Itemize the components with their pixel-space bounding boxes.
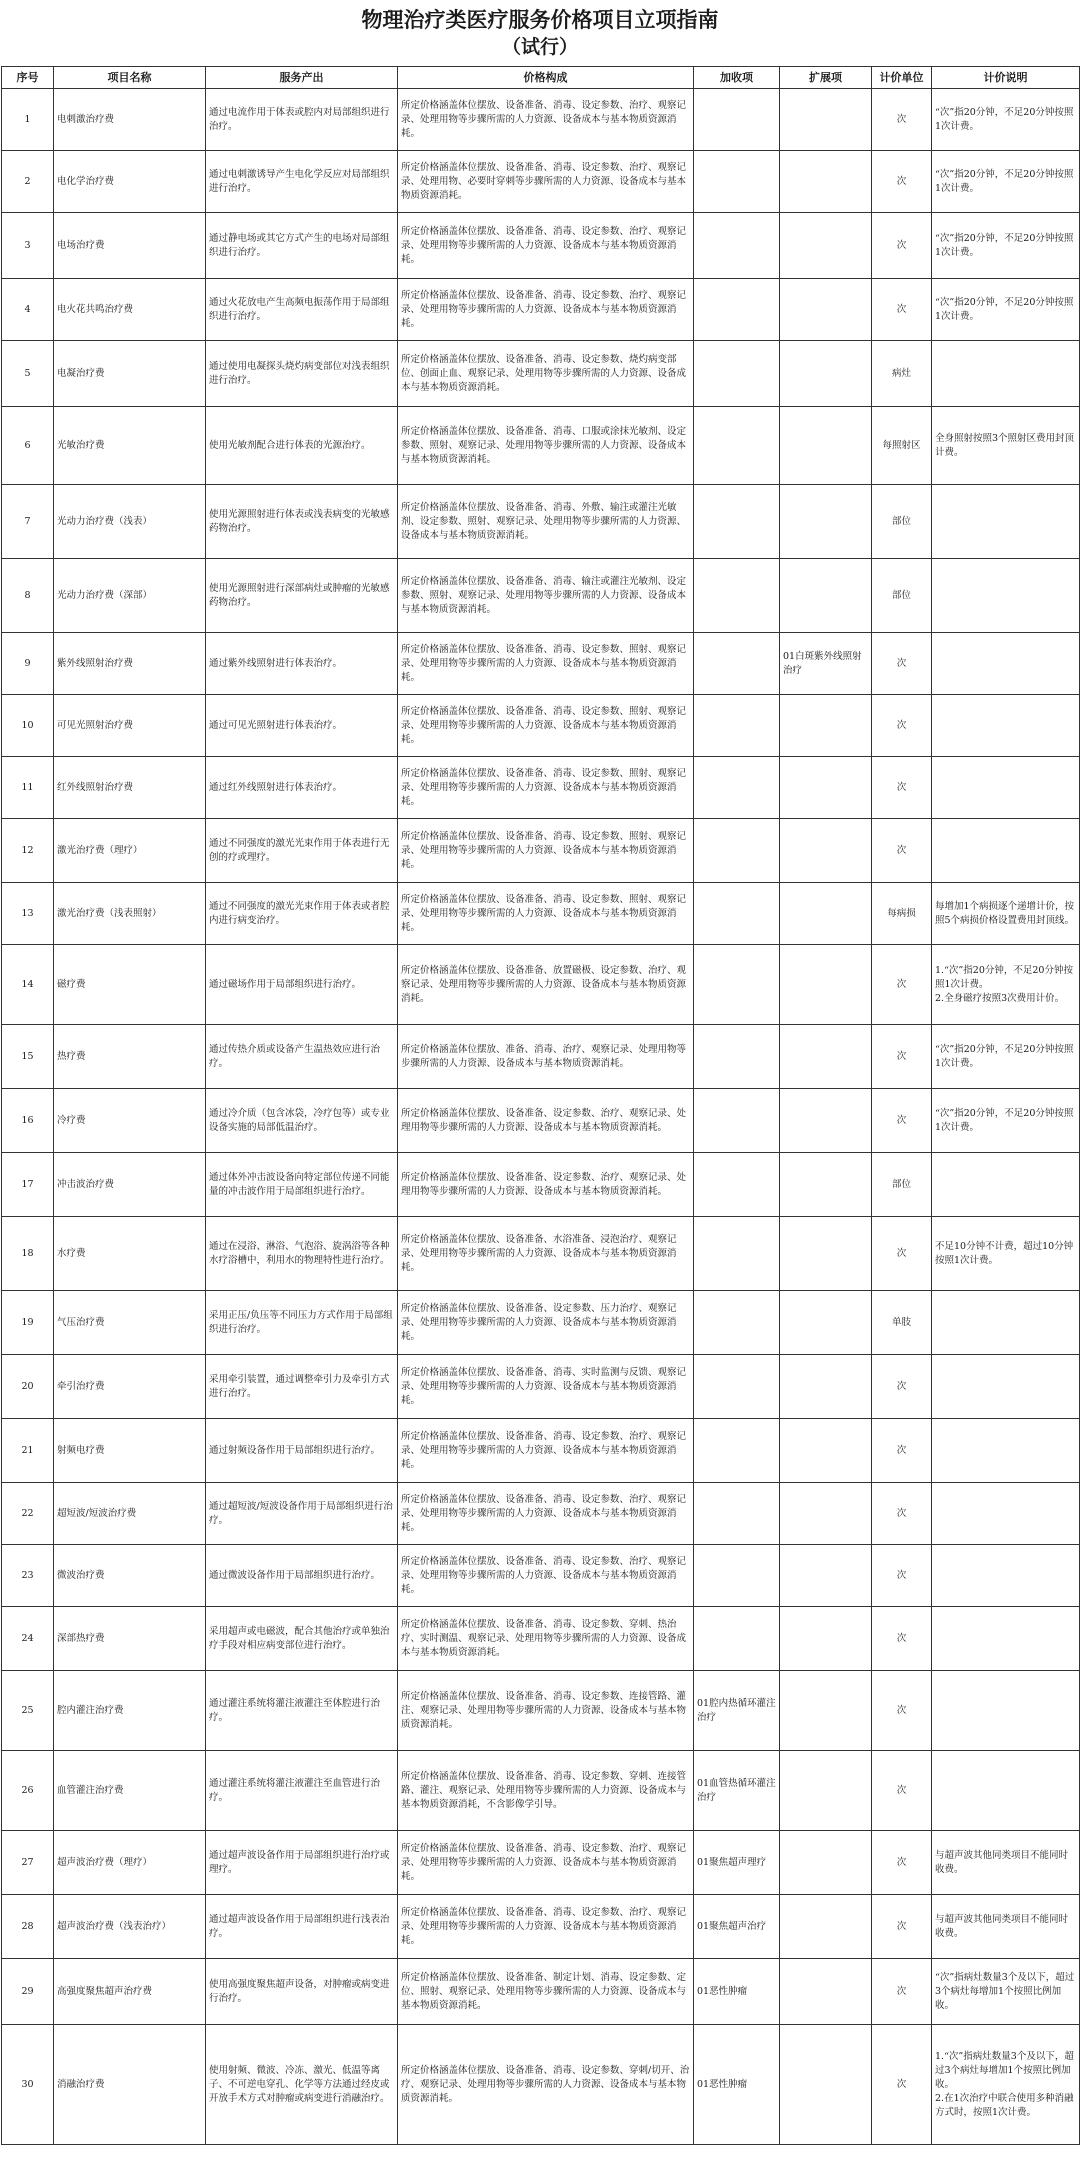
cell-unit: 次 — [872, 2025, 932, 2145]
cell-pricing-note — [932, 1419, 1080, 1483]
cell-service-output: 通过电刺激诱导产生电化学反应对局部组织进行治疗。 — [206, 151, 398, 213]
cell-unit: 单肢 — [872, 1291, 932, 1355]
cell-extension — [780, 1671, 872, 1751]
table-row — [2, 1483, 1080, 1545]
cell-item-name: 光敏治疗费 — [54, 407, 206, 485]
cell-item-name: 激光治疗费（浅表照射） — [54, 883, 206, 945]
cell-pricing-note: 1.“次”指20分钟，不足20分钟按照1次计费。 2.全身磁疗按照3次费用计价。 — [932, 945, 1080, 1025]
cell-extension — [780, 1025, 872, 1089]
cell-pricing-note — [932, 1545, 1080, 1607]
cell-unit: 次 — [872, 279, 932, 341]
document-subtitle: （试行） — [501, 36, 578, 58]
table-row — [2, 695, 1080, 757]
cell-unit: 次 — [872, 1831, 932, 1895]
cell-service-output: 通过红外线照射进行体表治疗。 — [206, 757, 398, 819]
cell-service-output: 通过磁场作用于局部组织进行治疗。 — [206, 945, 398, 1025]
cell-item-name: 磁疗费 — [54, 945, 206, 1025]
cell-unit: 次 — [872, 151, 932, 213]
cell-service-output: 采用牵引装置，通过调整牵引力及牵引方式进行治疗。 — [206, 1355, 398, 1419]
cell-extension — [780, 151, 872, 213]
table-row — [2, 407, 1080, 485]
cell-pricing-note: 与超声波其他同类项目不能同时收费。 — [932, 1895, 1080, 1959]
cell-addon — [694, 1545, 780, 1607]
cell-pricing-note — [932, 341, 1080, 407]
cell-extension — [780, 1545, 872, 1607]
cell-extension: 01白斑紫外线照射治疗 — [780, 633, 872, 695]
cell-price-composition: 所定价格涵盖体位摆放、设备准备、消毒、设定参数、治疗、观察记录、处理用物等步骤所需的人力资源、设备成本与基本物质资源消耗。 — [398, 1545, 694, 1607]
cell-pricing-note: 全身照射按照3个照射区费用封顶计费。 — [932, 407, 1080, 485]
cell-extension — [780, 1291, 872, 1355]
cell-item-name: 电凝治疗费 — [54, 341, 206, 407]
cell-extension — [780, 1419, 872, 1483]
cell-item-name: 冲击波治疗费 — [54, 1153, 206, 1217]
cell-extension — [780, 819, 872, 883]
cell-item-name: 水疗费 — [54, 1217, 206, 1291]
cell-item-name: 超声波治疗费（理疗） — [54, 1831, 206, 1895]
table-row — [2, 213, 1080, 279]
table-row — [2, 1671, 1080, 1751]
table-row — [2, 1959, 1080, 2025]
cell-service-output: 使用光敏剂配合进行体表的光源治疗。 — [206, 407, 398, 485]
table-row — [2, 633, 1080, 695]
cell-price-composition: 所定价格涵盖体位摆放、设备准备、消毒、设定参数、照射、观察记录、处理用物等步骤所需的人力资源、设备成本与基本物质资源消耗。 — [398, 883, 694, 945]
cell-no: 10 — [2, 695, 54, 757]
cell-price-composition: 所定价格涵盖体位摆放、设备准备、设定参数、治疗、观察记录、处理用物等步骤所需的人力资源、设备成本与基本物质资源消耗。 — [398, 1153, 694, 1217]
table-row — [2, 819, 1080, 883]
cell-no: 8 — [2, 559, 54, 633]
cell-unit: 次 — [872, 1355, 932, 1419]
cell-pricing-note — [932, 559, 1080, 633]
price-items-table — [1, 66, 1080, 2145]
col-header-unit: 计价单位 — [872, 67, 932, 89]
cell-addon — [694, 1025, 780, 1089]
cell-no: 19 — [2, 1291, 54, 1355]
table-row — [2, 1355, 1080, 1419]
cell-service-output: 通过灌注系统将灌注液灌注至血管进行治疗。 — [206, 1751, 398, 1831]
cell-unit: 次 — [872, 1483, 932, 1545]
table-row — [2, 1607, 1080, 1671]
cell-pricing-note — [932, 695, 1080, 757]
cell-no: 21 — [2, 1419, 54, 1483]
cell-price-composition: 所定价格涵盖体位摆放、设备准备、放置磁极、设定参数、治疗、观察记录、处理用物等步骤所需的人力资源、设备成本与基本物质资源消耗。 — [398, 945, 694, 1025]
table-row — [2, 151, 1080, 213]
cell-pricing-note: “次”指20分钟，不足20分钟按照1次计费。 — [932, 151, 1080, 213]
cell-pricing-note — [932, 1483, 1080, 1545]
cell-addon — [694, 213, 780, 279]
cell-service-output: 通过不同强度的激光光束作用于体表进行无创的疗或理疗。 — [206, 819, 398, 883]
cell-service-output: 通过火花放电产生高频电振荡作用于局部组织进行治疗。 — [206, 279, 398, 341]
cell-no: 6 — [2, 407, 54, 485]
cell-price-composition: 所定价格涵盖体位摆放、设备准备、消毒、设定参数、治疗、观察记录、处理用物等步骤所需的人力资源、设备成本与基本物质资源消耗。 — [398, 1419, 694, 1483]
cell-price-composition: 所定价格涵盖体位摆放、设备准备、消毒、设定参数、治疗、观察记录、处理用物等步骤所需的人力资源、设备成本与基本物质资源消耗。 — [398, 1831, 694, 1895]
cell-item-name: 高强度聚焦超声治疗费 — [54, 1959, 206, 2025]
table-row — [2, 883, 1080, 945]
cell-pricing-note: 1.“次”指病灶数量3个及以下，超过3个病灶每增加1个按照比例加收。 2.在1次治疗中联合使用多种消融方式时，按照1次计费。 — [932, 2025, 1080, 2145]
cell-item-name: 微波治疗费 — [54, 1545, 206, 1607]
cell-addon — [694, 89, 780, 151]
table-row — [2, 485, 1080, 559]
cell-no: 2 — [2, 151, 54, 213]
cell-no: 16 — [2, 1089, 54, 1153]
cell-price-composition: 所定价格涵盖体位摆放、设备准备、消毒、设定参数、治疗、观察记录、处理用物等步骤所需的人力资源、设备成本与基本物质资源消耗。 — [398, 1483, 694, 1545]
cell-price-composition: 所定价格涵盖体位摆放、设备准备、消毒、口服或涂抹光敏剂、设定参数、照射、观察记录、处理用物等步骤所需的人力资源、设备成本与基本物质资源消耗。 — [398, 407, 694, 485]
cell-service-output: 通过超声波设备作用于局部组织进行浅表治疗。 — [206, 1895, 398, 1959]
cell-price-composition: 所定价格涵盖体位摆放、设备准备、消毒、设定参数、照射、观察记录、处理用物等步骤所需的人力资源、设备成本与基本物质资源消耗。 — [398, 819, 694, 883]
cell-extension — [780, 1959, 872, 2025]
cell-no: 11 — [2, 757, 54, 819]
cell-pricing-note: 不足10分钟不计费，超过10分钟按照1次计费。 — [932, 1217, 1080, 1291]
cell-addon: 01聚焦超声治疗 — [694, 1895, 780, 1959]
cell-item-name: 冷疗费 — [54, 1089, 206, 1153]
table-row — [2, 1419, 1080, 1483]
cell-price-composition: 所定价格涵盖体位摆放、设备准备、设定参数、压力治疗、观察记录、处理用物等步骤所需的人力资源、设备成本与基本物质资源消耗。 — [398, 1291, 694, 1355]
col-header-no: 序号 — [2, 67, 54, 89]
cell-no: 18 — [2, 1217, 54, 1291]
cell-pricing-note — [932, 819, 1080, 883]
cell-item-name: 热疗费 — [54, 1025, 206, 1089]
cell-addon — [694, 757, 780, 819]
cell-unit: 次 — [872, 89, 932, 151]
table-row — [2, 1153, 1080, 1217]
cell-service-output: 采用超声或电磁波，配合其他治疗或单独治疗手段对相应病变部位进行治疗。 — [206, 1607, 398, 1671]
cell-no: 5 — [2, 341, 54, 407]
cell-unit: 每照射区 — [872, 407, 932, 485]
cell-addon: 01腔内热循环灌注治疗 — [694, 1671, 780, 1751]
cell-no: 25 — [2, 1671, 54, 1751]
cell-pricing-note — [932, 1355, 1080, 1419]
cell-price-composition: 所定价格涵盖体位摆放、设备准备、消毒、设定参数、穿刺/切开、治疗、观察记录、处理用物等步骤所需的人力资源、设备成本与基本物质资源消耗。 — [398, 2025, 694, 2145]
table-row — [2, 1545, 1080, 1607]
cell-addon — [694, 279, 780, 341]
table-row — [2, 1291, 1080, 1355]
cell-unit: 次 — [872, 695, 932, 757]
cell-unit: 次 — [872, 1607, 932, 1671]
cell-service-output: 使用高强度聚焦超声设备，对肿瘤或病变进行治疗。 — [206, 1959, 398, 2025]
cell-extension — [780, 2025, 872, 2145]
cell-item-name: 血管灌注治疗费 — [54, 1751, 206, 1831]
cell-no: 15 — [2, 1025, 54, 1089]
cell-extension — [780, 341, 872, 407]
cell-no: 24 — [2, 1607, 54, 1671]
cell-extension — [780, 1217, 872, 1291]
cell-extension — [780, 883, 872, 945]
document-title: 物理治疗类医疗服务价格项目立项指南 — [361, 7, 719, 32]
cell-price-composition: 所定价格涵盖体位摆放、设备准备、水浴准备、浸泡治疗、观察记录、处理用物等步骤所需的人力资源、设备成本与基本物质资源消耗。 — [398, 1217, 694, 1291]
cell-service-output: 采用正压/负压等不同压力方式作用于局部组织进行治疗。 — [206, 1291, 398, 1355]
cell-addon — [694, 485, 780, 559]
cell-item-name: 牵引治疗费 — [54, 1355, 206, 1419]
cell-addon — [694, 633, 780, 695]
cell-service-output: 通过可见光照射进行体表治疗。 — [206, 695, 398, 757]
cell-extension — [780, 1483, 872, 1545]
cell-extension — [780, 1089, 872, 1153]
cell-no: 4 — [2, 279, 54, 341]
cell-unit: 部位 — [872, 485, 932, 559]
cell-extension — [780, 1607, 872, 1671]
table-row — [2, 1089, 1080, 1153]
cell-price-composition: 所定价格涵盖体位摆放、设备准备、消毒、设定参数、穿刺、热治疗、实时测温、观察记录、处理用物等步骤所需的人力资源、设备成本与基本物质资源消耗。 — [398, 1607, 694, 1671]
cell-no: 23 — [2, 1545, 54, 1607]
cell-no: 28 — [2, 1895, 54, 1959]
cell-no: 22 — [2, 1483, 54, 1545]
cell-extension — [780, 559, 872, 633]
cell-service-output: 使用射频、微波、冷冻、激光、低温等离子、不可逆电穿孔、化学等方法通过经皮或开放手术方式对肿瘤或病变进行消融治疗。 — [206, 2025, 398, 2145]
cell-item-name: 超短波/短波治疗费 — [54, 1483, 206, 1545]
cell-service-output: 通过传热介质或设备产生温热效应进行治疗。 — [206, 1025, 398, 1089]
cell-extension — [780, 757, 872, 819]
table-row — [2, 1217, 1080, 1291]
cell-no: 13 — [2, 883, 54, 945]
cell-extension — [780, 1895, 872, 1959]
cell-extension — [780, 1153, 872, 1217]
cell-item-name: 气压治疗费 — [54, 1291, 206, 1355]
cell-addon — [694, 945, 780, 1025]
cell-item-name: 光动力治疗费（深部） — [54, 559, 206, 633]
cell-pricing-note — [932, 485, 1080, 559]
cell-no: 29 — [2, 1959, 54, 2025]
cell-extension — [780, 1751, 872, 1831]
cell-addon: 01恶性肿瘤 — [694, 2025, 780, 2145]
col-header-output: 服务产出 — [206, 67, 398, 89]
table-row — [2, 89, 1080, 151]
table-row — [2, 1751, 1080, 1831]
cell-unit: 每病损 — [872, 883, 932, 945]
cell-item-name: 电场治疗费 — [54, 213, 206, 279]
cell-addon — [694, 1153, 780, 1217]
cell-extension — [780, 407, 872, 485]
cell-service-output: 通过不同强度的激光光束作用于体表或者腔内进行病变治疗。 — [206, 883, 398, 945]
col-header-extension: 扩展项 — [780, 67, 872, 89]
table-row — [2, 757, 1080, 819]
cell-pricing-note — [932, 1153, 1080, 1217]
cell-no: 9 — [2, 633, 54, 695]
cell-price-composition: 所定价格涵盖体位摆放、设备准备、设定参数、治疗、观察记录、处理用物等步骤所需的人力资源、设备成本与基本物质资源消耗。 — [398, 1089, 694, 1153]
cell-no: 1 — [2, 89, 54, 151]
cell-pricing-note — [932, 633, 1080, 695]
cell-item-name: 腔内灌注治疗费 — [54, 1671, 206, 1751]
cell-service-output: 通过微波设备作用于局部组织进行治疗。 — [206, 1545, 398, 1607]
cell-item-name: 红外线照射治疗费 — [54, 757, 206, 819]
cell-price-composition: 所定价格涵盖体位摆放、设备准备、消毒、设定参数、烧灼病变部位、创面止血、观察记录、处理用物等步骤所需的人力资源、设备成本与基本物质资源消耗。 — [398, 341, 694, 407]
cell-price-composition: 所定价格涵盖体位摆放、设备准备、消毒、设定参数、照射、观察记录、处理用物等步骤所需的人力资源、设备成本与基本物质资源消耗。 — [398, 633, 694, 695]
cell-extension — [780, 1831, 872, 1895]
cell-price-composition: 所定价格涵盖体位摆放、设备准备、消毒、设定参数、治疗、观察记录、处理用物、必要时穿刺等步骤所需的人力资源、设备成本与基本物质资源消耗。 — [398, 151, 694, 213]
cell-price-composition: 所定价格涵盖体位摆放、设备准备、消毒、设定参数、穿刺、连接管路、灌注、观察记录、处理用物等步骤所需的人力资源、设备成本与基本物质资源消耗，不含影像学引导。 — [398, 1751, 694, 1831]
cell-unit: 次 — [872, 1895, 932, 1959]
cell-addon — [694, 1419, 780, 1483]
cell-addon — [694, 1217, 780, 1291]
cell-addon — [694, 695, 780, 757]
cell-pricing-note: “次”指20分钟，不足20分钟按照1次计费。 — [932, 213, 1080, 279]
cell-addon — [694, 1291, 780, 1355]
cell-item-name: 激光治疗费（理疗） — [54, 819, 206, 883]
cell-pricing-note: “次”指病灶数量3个及以下，超过3个病灶每增加1个按照比例加收。 — [932, 1959, 1080, 2025]
cell-service-output: 通过静电场或其它方式产生的电场对局部组织进行治疗。 — [206, 213, 398, 279]
cell-service-output: 通过灌注系统将灌注液灌注至体腔进行治疗。 — [206, 1671, 398, 1751]
cell-service-output: 通过紫外线照射进行体表治疗。 — [206, 633, 398, 695]
table-row — [2, 279, 1080, 341]
cell-unit: 次 — [872, 1217, 932, 1291]
cell-extension — [780, 213, 872, 279]
cell-item-name: 光动力治疗费（浅表） — [54, 485, 206, 559]
cell-unit: 部位 — [872, 559, 932, 633]
cell-pricing-note — [932, 1291, 1080, 1355]
table-row — [2, 559, 1080, 633]
col-header-note: 计价说明 — [932, 67, 1080, 89]
cell-price-composition: 所定价格涵盖体位摆放、设备准备、消毒、设定参数、治疗、观察记录、处理用物等步骤所需的人力资源、设备成本与基本物质资源消耗。 — [398, 89, 694, 151]
table-row — [2, 945, 1080, 1025]
cell-extension — [780, 695, 872, 757]
cell-extension — [780, 89, 872, 151]
cell-price-composition: 所定价格涵盖体位摆放、设备准备、消毒、设定参数、治疗、观察记录、处理用物等步骤所需的人力资源、设备成本与基本物质资源消耗。 — [398, 279, 694, 341]
cell-addon — [694, 1483, 780, 1545]
cell-addon — [694, 151, 780, 213]
cell-addon — [694, 341, 780, 407]
cell-addon — [694, 819, 780, 883]
cell-no: 17 — [2, 1153, 54, 1217]
cell-unit: 次 — [872, 633, 932, 695]
cell-addon — [694, 407, 780, 485]
cell-no: 3 — [2, 213, 54, 279]
cell-item-name: 超声波治疗费（浅表治疗） — [54, 1895, 206, 1959]
cell-price-composition: 所定价格涵盖体位摆放、设备准备、消毒、设定参数、连接管路、灌注、观察记录、处理用物等步骤所需的人力资源、设备成本与基本物质资源消耗。 — [398, 1671, 694, 1751]
cell-unit: 次 — [872, 1671, 932, 1751]
cell-extension — [780, 945, 872, 1025]
table-row — [2, 2025, 1080, 2145]
cell-item-name: 紫外线照射治疗费 — [54, 633, 206, 695]
cell-pricing-note: “次”指20分钟，不足20分钟按照1次计费。 — [932, 279, 1080, 341]
cell-unit: 次 — [872, 1751, 932, 1831]
cell-extension — [780, 485, 872, 559]
cell-addon: 01聚焦超声理疗 — [694, 1831, 780, 1895]
col-header-name: 项目名称 — [54, 67, 206, 89]
cell-addon — [694, 1607, 780, 1671]
cell-unit: 次 — [872, 945, 932, 1025]
cell-no: 12 — [2, 819, 54, 883]
cell-service-output: 通过超短波/短波设备作用于局部组织进行治疗。 — [206, 1483, 398, 1545]
cell-price-composition: 所定价格涵盖体位摆放、设备准备、消毒、输注或灌注光敏剂、设定参数、照射、观察记录、处理用物等步骤所需的人力资源、设备成本与基本物质资源消耗。 — [398, 559, 694, 633]
cell-item-name: 射频电疗费 — [54, 1419, 206, 1483]
cell-unit: 次 — [872, 757, 932, 819]
cell-price-composition: 所定价格涵盖体位摆放、准备、消毒、治疗、观察记录、处理用物等步骤所需的人力资源、设备成本与基本物质资源消耗。 — [398, 1025, 694, 1089]
cell-unit: 次 — [872, 1025, 932, 1089]
table-row — [2, 1025, 1080, 1089]
cell-item-name: 可见光照射治疗费 — [54, 695, 206, 757]
cell-service-output: 通过射频设备作用于局部组织进行治疗。 — [206, 1419, 398, 1483]
cell-unit: 次 — [872, 1089, 932, 1153]
cell-unit: 次 — [872, 213, 932, 279]
cell-service-output: 通过使用电凝探头烧灼病变部位对浅表组织进行治疗。 — [206, 341, 398, 407]
cell-service-output: 通过电流作用于体表或腔内对局部组织进行治疗。 — [206, 89, 398, 151]
cell-extension — [780, 1355, 872, 1419]
table-row — [2, 341, 1080, 407]
cell-extension — [780, 279, 872, 341]
cell-no: 27 — [2, 1831, 54, 1895]
cell-no: 30 — [2, 2025, 54, 2145]
cell-pricing-note — [932, 1671, 1080, 1751]
cell-item-name: 深部热疗费 — [54, 1607, 206, 1671]
table-header-row — [2, 67, 1080, 89]
cell-service-output: 使用光源照射进行体表或浅表病变的光敏感药物治疗。 — [206, 485, 398, 559]
cell-price-composition: 所定价格涵盖体位摆放、设备准备、消毒、设定参数、治疗、观察记录、处理用物等步骤所需的人力资源、设备成本与基本物质资源消耗。 — [398, 213, 694, 279]
cell-service-output: 通过在浸浴、淋浴、气泡浴、旋涡浴等各种水疗浴槽中，利用水的物理特性进行治疗。 — [206, 1217, 398, 1291]
cell-item-name: 电刺激治疗费 — [54, 89, 206, 151]
cell-addon: 01恶性肿瘤 — [694, 1959, 780, 2025]
table-row — [2, 1831, 1080, 1895]
col-header-price: 价格构成 — [398, 67, 694, 89]
cell-item-name: 消融治疗费 — [54, 2025, 206, 2145]
cell-pricing-note: “次”指20分钟，不足20分钟按照1次计费。 — [932, 89, 1080, 151]
cell-no: 26 — [2, 1751, 54, 1831]
cell-unit: 部位 — [872, 1153, 932, 1217]
col-header-addon: 加收项 — [694, 67, 780, 89]
cell-item-name: 电火花共鸣治疗费 — [54, 279, 206, 341]
cell-unit: 次 — [872, 1419, 932, 1483]
cell-service-output: 使用光源照射进行深部病灶或肿瘤的光敏感药物治疗。 — [206, 559, 398, 633]
cell-pricing-note: 与超声波其他同类项目不能同时收费。 — [932, 1831, 1080, 1895]
cell-price-composition: 所定价格涵盖体位摆放、设备准备、消毒、外敷、输注或灌注光敏剂、设定参数、照射、观察记录、处理用物等步骤所需的人力资源、设备成本与基本物质资源消耗。 — [398, 485, 694, 559]
cell-addon: 01血管热循环灌注治疗 — [694, 1751, 780, 1831]
cell-no: 7 — [2, 485, 54, 559]
table-row — [2, 1895, 1080, 1959]
cell-pricing-note: “次”指20分钟，不足20分钟按照1次计费。 — [932, 1025, 1080, 1089]
cell-pricing-note — [932, 1607, 1080, 1671]
cell-addon — [694, 559, 780, 633]
cell-price-composition: 所定价格涵盖体位摆放、设备准备、制定计划、消毒、设定参数、定位、照射、观察记录、处理用物等步骤所需的人力资源、设备成本与基本物质资源消耗。 — [398, 1959, 694, 2025]
cell-no: 20 — [2, 1355, 54, 1419]
cell-price-composition: 所定价格涵盖体位摆放、设备准备、消毒、设定参数、照射、观察记录、处理用物等步骤所需的人力资源、设备成本与基本物质资源消耗。 — [398, 757, 694, 819]
cell-pricing-note: 每增加1个病损逐个递增计价，按照5个病损价格设置费用封顶线。 — [932, 883, 1080, 945]
cell-unit: 次 — [872, 1959, 932, 2025]
cell-pricing-note — [932, 757, 1080, 819]
cell-pricing-note — [932, 1751, 1080, 1831]
cell-service-output: 通过体外冲击波设备向特定部位传递不同能量的冲击波作用于局部组织进行治疗。 — [206, 1153, 398, 1217]
cell-price-composition: 所定价格涵盖体位摆放、设备准备、消毒、设定参数、治疗、观察记录、处理用物等步骤所需的人力资源、设备成本与基本物质资源消耗。 — [398, 1895, 694, 1959]
cell-price-composition: 所定价格涵盖体位摆放、设备准备、消毒、设定参数、照射、观察记录、处理用物等步骤所需的人力资源、设备成本与基本物质资源消耗。 — [398, 695, 694, 757]
cell-item-name: 电化学治疗费 — [54, 151, 206, 213]
cell-addon — [694, 1355, 780, 1419]
cell-pricing-note: “次”指20分钟，不足20分钟按照1次计费。 — [932, 1089, 1080, 1153]
cell-service-output: 通过冷介质（包含冰袋，冷疗包等）或专业设备实施的局部低温治疗。 — [206, 1089, 398, 1153]
cell-service-output: 通过超声波设备作用于局部组织进行治疗或理疗。 — [206, 1831, 398, 1895]
cell-no: 14 — [2, 945, 54, 1025]
cell-unit: 次 — [872, 1545, 932, 1607]
cell-unit: 病灶 — [872, 341, 932, 407]
cell-price-composition: 所定价格涵盖体位摆放、设备准备、消毒、实时监测与反馈、观察记录、处理用物等步骤所需的人力资源、设备成本与基本物质资源消耗。 — [398, 1355, 694, 1419]
cell-unit: 次 — [872, 819, 932, 883]
cell-addon — [694, 883, 780, 945]
cell-addon — [694, 1089, 780, 1153]
